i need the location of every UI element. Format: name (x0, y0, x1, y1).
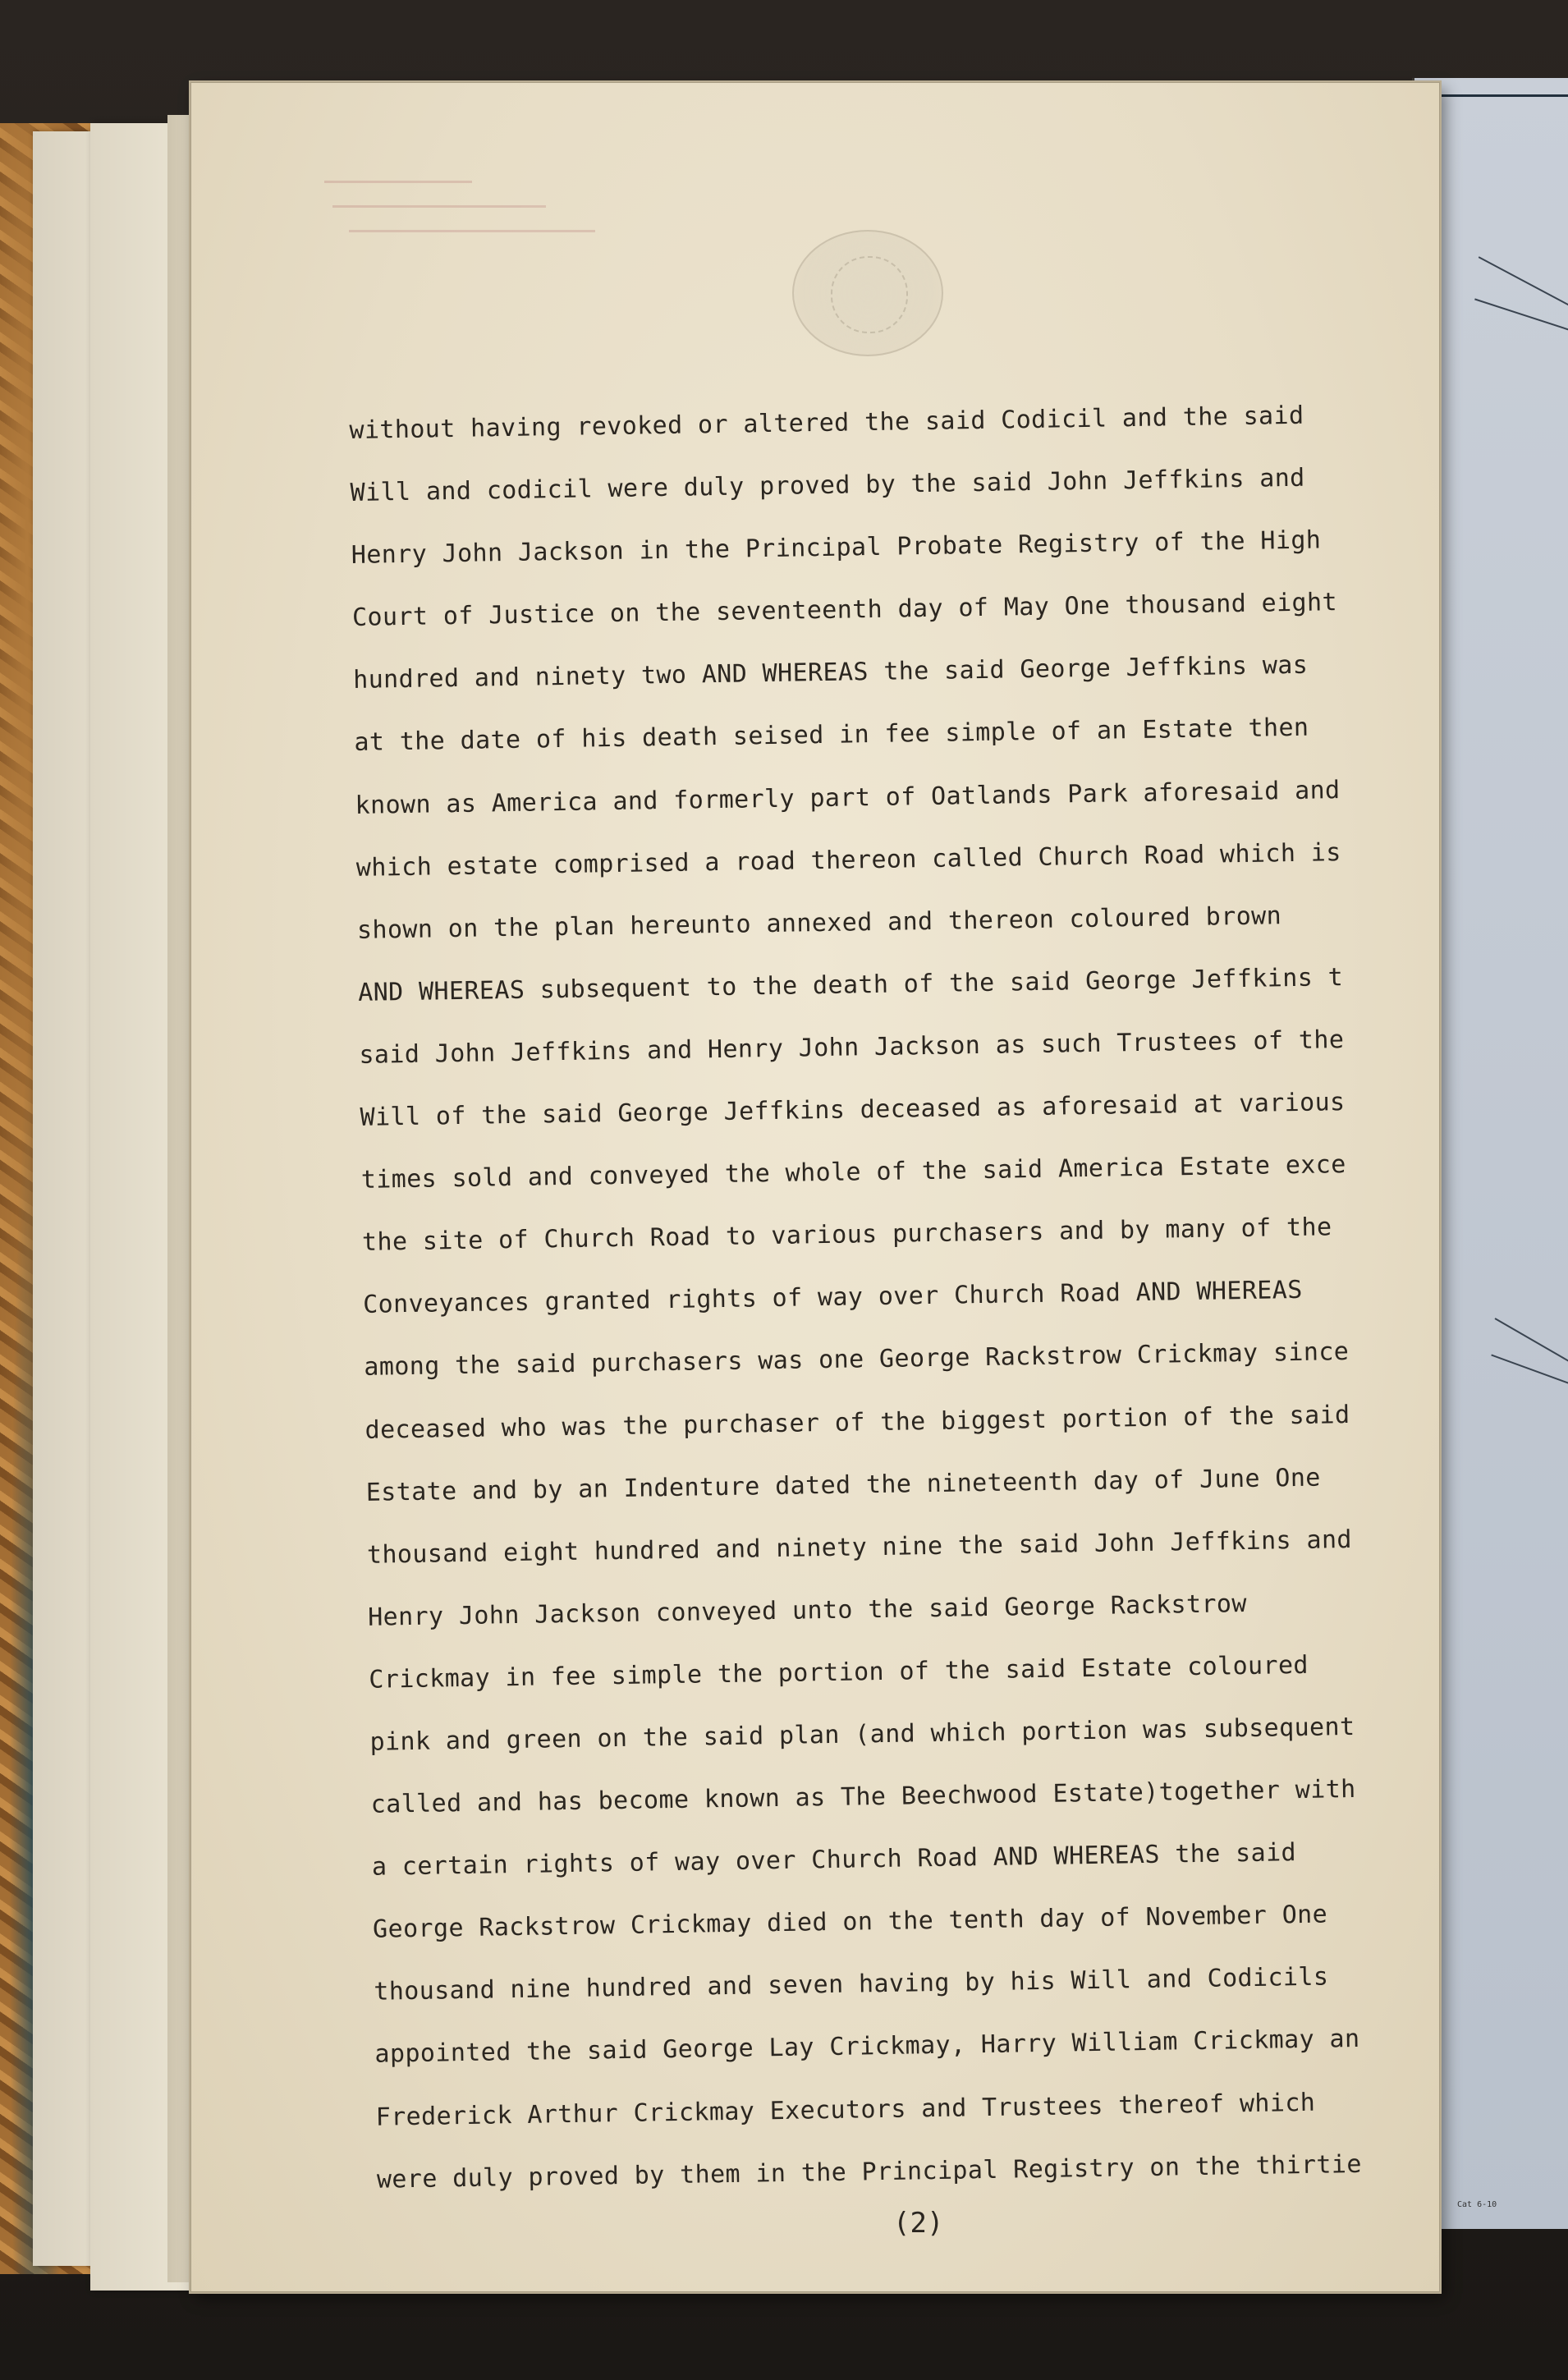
text-line: Henry John Jackson in the Principal Probate Registry of the High (351, 525, 1322, 571)
adjacent-page-note: Cat 6-10 (1457, 2200, 1497, 2209)
text-line: Will and codicil were duly proved by the said John Jeffkins and (350, 463, 1305, 508)
text-line: Frederick Arthur Crickmay Executors and Trustees thereof which (375, 2088, 1316, 2132)
text-line: thousand nine hundred and seven having by his Will and Codicils (374, 1962, 1329, 2007)
text-line: shown on the plan hereunto annexed and thereon coloured brown (356, 901, 1282, 945)
text-line: times sold and conveyed the whole of the said America Estate exce (360, 1150, 1346, 1195)
text-line: appointed the said George Lay Crickmay, Harry William Crickmay an (374, 2025, 1360, 2070)
text-line: thousand eight hundred and ninety nine the said John Jeffkins and (366, 1525, 1353, 1570)
ink-mark (324, 181, 472, 183)
text-line: without having revoked or altered the said Codicil and the said (349, 401, 1304, 445)
text-line: Henry John Jackson conveyed unto the said George Rackstrow (367, 1589, 1248, 1632)
text-line: George Rackstrow Crickmay died on the tenth day of November One (372, 1900, 1328, 1945)
text-line: a certain rights of way over Church Road AND WHEREAS the said (371, 1838, 1297, 1882)
text-line: were duly proved by them in the Principal Registry on the thirtie (376, 2149, 1363, 2194)
text-line: among the said purchasers was one George Rackstrow Crickmay since (364, 1337, 1350, 1383)
text-line: Crickmay in fee simple the portion of the said Estate coloured (369, 1650, 1309, 1694)
text-line: pink and green on the said plan (and which portion was subsequent (369, 1712, 1355, 1757)
text-line: AND WHEREAS subsequent to the death of the said George Jeffkins t (357, 962, 1344, 1007)
text-line: Estate and by an Indenture dated the nineteenth day of June One (365, 1463, 1321, 1507)
pencil-stroke (1474, 298, 1568, 335)
text-line: the site of Church Road to various purchasers and by many of the (361, 1213, 1332, 1258)
text-line: Conveyances granted rights of way over Church Road AND WHEREAS (362, 1276, 1303, 1320)
text-line: which estate comprised a road thereon called Church Road which is (355, 837, 1341, 883)
text-line: Court of Justice on the seventeenth day of May One thousand eight (351, 588, 1338, 633)
ink-mark (332, 205, 546, 208)
text-line: known as America and formerly part of Oatlands Park aforesaid and (355, 775, 1341, 820)
text-line: called and has become known as The Beechwood Estate)together with (370, 1775, 1356, 1819)
pencil-stroke (1491, 1355, 1568, 1390)
text-line: hundred and ninety two AND WHEREAS the said George Jeffkins was (352, 651, 1309, 695)
text-line: deceased who was the purchaser of the biggest portion of the said (364, 1400, 1350, 1445)
text-line: at the date of his death seised in fee simple of an Estate then (354, 713, 1309, 758)
ink-mark (349, 230, 595, 232)
text-line: Will of the said George Jeffkins deceased as aforesaid at various (360, 1088, 1346, 1132)
page-number: (2) (893, 2207, 944, 2240)
embossed-seal-icon (792, 230, 943, 356)
faint-ink-marks (324, 172, 603, 263)
document-body (349, 389, 1469, 2217)
text-line: said John Jeffkins and Henry John Jackson as such Trustees of the (359, 1025, 1345, 1070)
seal-crest (831, 256, 908, 333)
